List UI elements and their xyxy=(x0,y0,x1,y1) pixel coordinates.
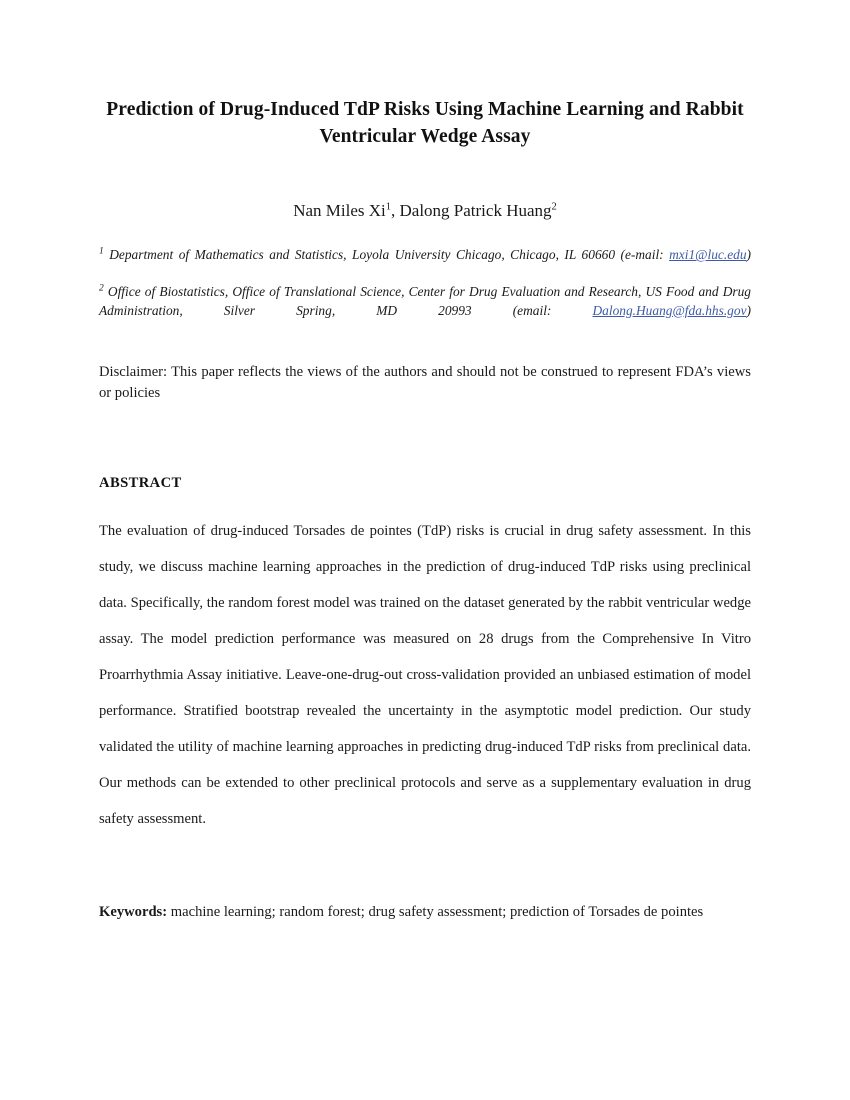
affiliation-text-2-close: ) xyxy=(746,302,751,318)
affiliation-block xyxy=(99,222,751,339)
abstract-heading: ABSTRACT xyxy=(99,474,182,491)
author-name-1: Nan Miles Xi xyxy=(293,201,386,220)
author-separator: , xyxy=(391,201,400,220)
email-link-author-2[interactable]: Dalong.Huang@fda.hhs.gov xyxy=(592,302,747,318)
author-affiliation-marker-2: 2 xyxy=(551,201,557,213)
affiliation-1 xyxy=(99,246,751,283)
keywords-label: Keywords: xyxy=(99,903,168,920)
keywords-list: machine learning; random forest; drug safety assessment; prediction of Torsades de pointes xyxy=(167,903,704,920)
affiliation-text-2: Office of Biostatistics, Office of Translational Science, Center for Drug Evaluation and Research, US Food and Drug Administration, Silver Spring, MD 20993 (email: xyxy=(99,284,751,318)
author-affiliation-marker-1: 1 xyxy=(385,201,391,213)
affiliation-marker-2: 2 xyxy=(99,283,104,294)
affiliation-text-1: Department of Mathematics and Statistics, Loyola University Chicago, Chicago, IL 60660 (e-mail: xyxy=(103,247,670,262)
affiliation-text-1-close: ) xyxy=(746,247,751,262)
affiliation-marker-1: 1 xyxy=(99,246,104,257)
affiliation-2 xyxy=(99,283,751,339)
email-link-author-1[interactable]: mxi1@luc.edu xyxy=(669,247,747,262)
author-list xyxy=(99,150,751,222)
author-name-2: Dalong Patrick Huang xyxy=(399,201,552,220)
disclaimer-text: Disclaimer: This paper reflects the views of the authors and should not be construed to represent FDA’s views or policies xyxy=(99,363,751,401)
abstract-body: The evaluation of drug-induced Torsades de pointes (TdP) risks is crucial in drug safety assessment. In this study, we discuss machine learning approaches in the prediction of drug-induced TdP risks using preclinical data. Specifically, the random forest model was trained on the dataset generated by the rabbit ventricular wedge assay. The model prediction performance was measured on 28 drugs from the Comprehensive In Vitro Proarrhythmia Assay initiative. Leave-one-drug-out cross-validation provided an unbiased estimation of model performance. Stratified bootstrap revealed the uncertainty in the asymptotic model prediction. Our study validated the utility of machine learning approaches in predicting drug-induced TdP risks from preclinical data. Our methods can be extended to other preclinical protocols and serve as a supplementary evaluation in drug safety assessment. xyxy=(99,522,751,827)
page-title: Prediction of Drug-Induced TdP Risks Using Machine Learning and Rabbit Ventricular Wedge Assay xyxy=(106,99,744,147)
keywords-section xyxy=(99,837,751,930)
